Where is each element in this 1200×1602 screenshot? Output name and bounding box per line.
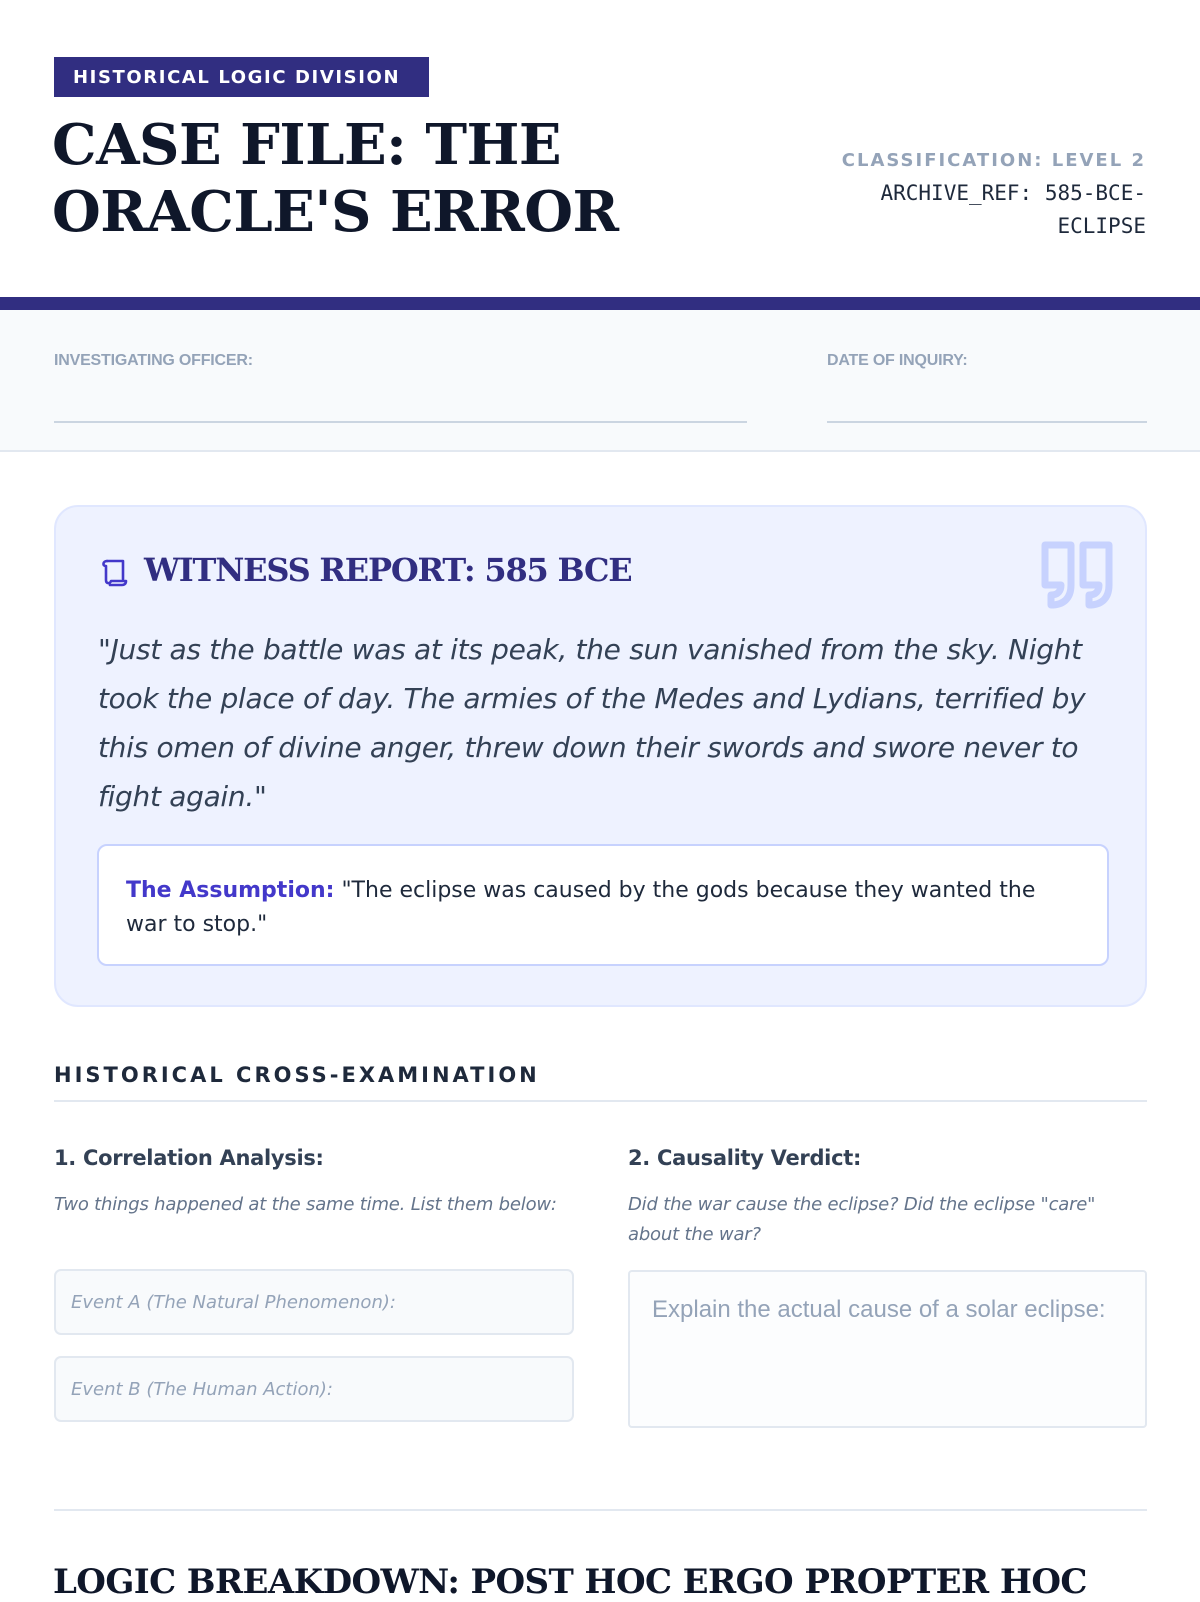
eclipse-cause-textarea[interactable] — [628, 1270, 1147, 1428]
witness-heading: WITNESS REPORT: 585 BCE — [144, 551, 632, 589]
classification-level: CLASSIFICATION: LEVEL 2 — [841, 150, 1146, 171]
section-divider — [54, 1100, 1147, 1102]
case-header — [0, 0, 1200, 297]
division-tag: HISTORICAL LOGIC DIVISION — [54, 57, 429, 97]
assumption-label: The Assumption: — [126, 878, 335, 903]
officer-field[interactable] — [54, 421, 747, 423]
case-meta — [0, 310, 1200, 452]
case-title: CASE FILE: THE ORACLE'S ERROR — [52, 112, 619, 245]
witness-report-card — [54, 505, 1147, 1007]
logic-breakdown-title: LOGIC BREAKDOWN: POST HOC ERGO PROPTER HOC — [53, 1562, 1087, 1602]
cross-examination-title: HISTORICAL CROSS-EXAMINATION — [54, 1063, 540, 1087]
officer-label: INVESTIGATING OFFICER: — [54, 352, 253, 369]
event-a-input[interactable] — [54, 1269, 574, 1335]
archive-reference: ARCHIVE_REF: 585-BCE-ECLIPSE — [880, 181, 1146, 238]
correlation-title: 1. Correlation Analysis: — [54, 1146, 324, 1170]
assumption-text: "The eclipse was caused by the gods because they wanted the war to stop." — [126, 878, 1036, 937]
assumption-box — [97, 844, 1109, 966]
causality-instruction: Did the war cause the eclipse? Did the eclipse "care" about the war? — [628, 1194, 1096, 1245]
witness-quote: "Just as the battle was at its peak, the sun vanished from the sky. Night took the place of day. The armies of the Medes and Lydians, terrified by this omen of divine anger, threw down their swords and swore never to fight again." — [98, 633, 1086, 813]
scroll-icon — [98, 556, 130, 588]
date-field[interactable] — [827, 421, 1147, 423]
date-label: DATE OF INQUIRY: — [827, 352, 968, 369]
event-b-input[interactable] — [54, 1356, 574, 1422]
header-divider — [0, 297, 1200, 310]
correlation-instruction: Two things happened at the same time. List them below: — [54, 1194, 557, 1215]
lower-divider — [54, 1509, 1147, 1511]
quote-icon — [1041, 541, 1113, 609]
causality-title: 2. Causality Verdict: — [628, 1146, 862, 1170]
